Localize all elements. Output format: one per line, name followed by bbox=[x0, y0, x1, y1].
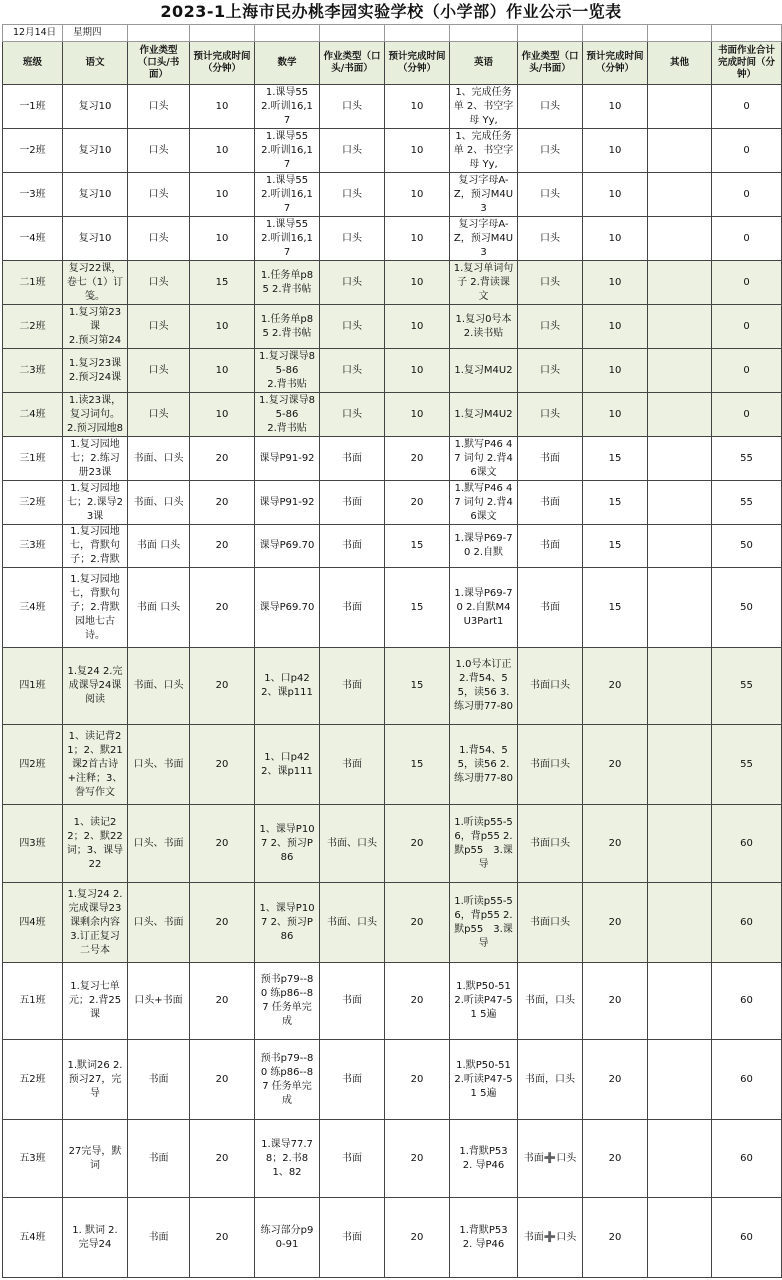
table-row bbox=[3, 217, 782, 261]
math-cell: 1、课导P107 2、预习P86 bbox=[255, 805, 320, 883]
class-cell: 一2班 bbox=[3, 129, 63, 173]
class-cell: 二4班 bbox=[3, 393, 63, 437]
chinese-type-cell: 口头、书面 bbox=[128, 883, 190, 963]
header-other: 其他 bbox=[648, 42, 712, 85]
math-cell: 1.课导55 2.听训16,17 bbox=[255, 173, 320, 217]
chinese-cell: 复习22课，卷七（1）订笺。 bbox=[63, 261, 128, 305]
math-type-cell: 书面 bbox=[320, 437, 385, 481]
math-cell: 预书p79--80 练p86--87 任务单完成 bbox=[255, 963, 320, 1040]
math-cell: 1、口p42 2、课p111 bbox=[255, 725, 320, 805]
english-cell: 1.复习0号本 2.读书贴 bbox=[450, 305, 518, 349]
total-cell: 60 bbox=[712, 1040, 782, 1120]
english-time-cell: 20 bbox=[583, 725, 648, 805]
chinese-type-cell: 书面 bbox=[128, 1040, 190, 1120]
math-time-cell: 20 bbox=[385, 1120, 450, 1198]
total-cell: 0 bbox=[712, 129, 782, 173]
english-cell: 复习字母A-Z，预习M4U3 bbox=[450, 173, 518, 217]
chinese-cell: 复习10 bbox=[63, 173, 128, 217]
math-time-cell: 20 bbox=[385, 883, 450, 963]
english-time-cell: 20 bbox=[583, 1040, 648, 1120]
chinese-type-cell: 口头 bbox=[128, 261, 190, 305]
total-cell: 55 bbox=[712, 437, 782, 481]
other-cell bbox=[648, 725, 712, 805]
math-type-cell: 口头 bbox=[320, 393, 385, 437]
english-cell: 复习字母A-Z，预习M4U3 bbox=[450, 217, 518, 261]
math-cell: 预书p79--80 练p86--87 任务单完成 bbox=[255, 1040, 320, 1120]
total-cell: 0 bbox=[712, 393, 782, 437]
english-cell: 1.默写P46 47 词句 2.背46课文 bbox=[450, 481, 518, 525]
total-cell: 50 bbox=[712, 568, 782, 648]
english-cell: 1.0号本订正 2.背54、55，读56 3.练习册77-80 bbox=[450, 648, 518, 725]
other-cell bbox=[648, 349, 712, 393]
other-cell bbox=[648, 963, 712, 1040]
header-english-type: 作业类型（口头/书面） bbox=[518, 42, 583, 85]
math-time-cell: 20 bbox=[385, 1198, 450, 1278]
english-type-cell: 书面 bbox=[518, 481, 583, 525]
math-type-cell: 书面 bbox=[320, 1040, 385, 1120]
chinese-time-cell: 10 bbox=[190, 393, 255, 437]
other-cell bbox=[648, 568, 712, 648]
total-cell: 0 bbox=[712, 261, 782, 305]
math-type-cell: 书面 bbox=[320, 1198, 385, 1278]
english-type-cell: 口头 bbox=[518, 305, 583, 349]
chinese-time-cell: 10 bbox=[190, 85, 255, 129]
english-cell: 1.默写P46 47 词句 2.背46课文 bbox=[450, 437, 518, 481]
table-row bbox=[3, 393, 782, 437]
english-time-cell: 15 bbox=[583, 568, 648, 648]
class-cell: 一3班 bbox=[3, 173, 63, 217]
other-cell bbox=[648, 129, 712, 173]
chinese-cell: 1.读23课，复习词句。 2.预习园地8 bbox=[63, 393, 128, 437]
other-cell bbox=[648, 1040, 712, 1120]
chinese-cell: 1.复习第23课 2.预习第24 bbox=[63, 305, 128, 349]
table-row bbox=[3, 648, 782, 725]
math-cell: 1.课导55 2.听训16,17 bbox=[255, 217, 320, 261]
math-time-cell: 10 bbox=[385, 261, 450, 305]
math-cell: 课导P69.70 bbox=[255, 568, 320, 648]
english-time-cell: 10 bbox=[583, 305, 648, 349]
total-cell: 60 bbox=[712, 1198, 782, 1278]
chinese-type-cell: 口头 bbox=[128, 217, 190, 261]
chinese-time-cell: 20 bbox=[190, 568, 255, 648]
english-time-cell: 10 bbox=[583, 349, 648, 393]
math-cell: 1.复习课导85-86 2.背书贴 bbox=[255, 349, 320, 393]
class-cell: 五4班 bbox=[3, 1198, 63, 1278]
page-title: 2023-1上海市民办桃李园实验学校（小学部）作业公示一览表 bbox=[160, 2, 622, 21]
english-time-cell: 10 bbox=[583, 393, 648, 437]
english-type-cell: 书面口头 bbox=[518, 648, 583, 725]
total-cell: 0 bbox=[712, 349, 782, 393]
other-cell bbox=[648, 85, 712, 129]
table-row bbox=[3, 1198, 782, 1278]
date-cell: 12月14日 bbox=[3, 25, 63, 42]
chinese-cell: 27完导，默词 bbox=[63, 1120, 128, 1198]
math-type-cell: 口头 bbox=[320, 173, 385, 217]
math-cell: 课导P91-92 bbox=[255, 481, 320, 525]
table-row bbox=[3, 261, 782, 305]
math-type-cell: 书面 bbox=[320, 725, 385, 805]
table-row bbox=[3, 805, 782, 883]
other-cell bbox=[648, 173, 712, 217]
chinese-time-cell: 20 bbox=[190, 1198, 255, 1278]
chinese-type-cell: 书面 口头 bbox=[128, 568, 190, 648]
table-row bbox=[3, 725, 782, 805]
math-time-cell: 10 bbox=[385, 349, 450, 393]
chinese-cell: 1.复习园地七；2.练习册23课 bbox=[63, 437, 128, 481]
chinese-type-cell: 书面、口头 bbox=[128, 481, 190, 525]
chinese-type-cell: 口头 bbox=[128, 349, 190, 393]
english-time-cell: 10 bbox=[583, 85, 648, 129]
math-cell: 1.课导55 2.听训16,17 bbox=[255, 129, 320, 173]
math-type-cell: 口头 bbox=[320, 305, 385, 349]
math-time-cell: 15 bbox=[385, 525, 450, 568]
math-type-cell: 书面 bbox=[320, 648, 385, 725]
chinese-cell: 1.复习七单元；2.背25课 bbox=[63, 963, 128, 1040]
english-cell: 1.背默P53 2. 导P46 bbox=[450, 1198, 518, 1278]
other-cell bbox=[648, 1198, 712, 1278]
class-cell: 四4班 bbox=[3, 883, 63, 963]
math-time-cell: 10 bbox=[385, 393, 450, 437]
english-type-cell: 口头 bbox=[518, 173, 583, 217]
header-english: 英语 bbox=[450, 42, 518, 85]
header-math: 数学 bbox=[255, 42, 320, 85]
english-type-cell: 书面口头 bbox=[518, 805, 583, 883]
english-time-cell: 15 bbox=[583, 481, 648, 525]
total-cell: 55 bbox=[712, 648, 782, 725]
other-cell bbox=[648, 393, 712, 437]
english-cell: 1.听读p55-56，背p55 2.默p55 3.课导 bbox=[450, 805, 518, 883]
table-row bbox=[3, 883, 782, 963]
math-cell: 课导P91-92 bbox=[255, 437, 320, 481]
header-class: 班级 bbox=[3, 42, 63, 85]
math-time-cell: 10 bbox=[385, 85, 450, 129]
chinese-cell: 1.默词26 2.预习27，完导 bbox=[63, 1040, 128, 1120]
total-cell: 0 bbox=[712, 173, 782, 217]
chinese-cell: 1、读记22；2、默22词；3、课导22 bbox=[63, 805, 128, 883]
chinese-time-cell: 20 bbox=[190, 1120, 255, 1198]
english-time-cell: 20 bbox=[583, 648, 648, 725]
math-type-cell: 书面 bbox=[320, 963, 385, 1040]
total-cell: 55 bbox=[712, 725, 782, 805]
other-cell bbox=[648, 217, 712, 261]
other-cell bbox=[648, 261, 712, 305]
other-cell bbox=[648, 1120, 712, 1198]
english-time-cell: 10 bbox=[583, 173, 648, 217]
math-cell: 1.复习课导85-86 2.背书贴 bbox=[255, 393, 320, 437]
math-type-cell: 口头 bbox=[320, 349, 385, 393]
table-row bbox=[3, 525, 782, 568]
english-time-cell: 20 bbox=[583, 883, 648, 963]
chinese-cell: 复习10 bbox=[63, 129, 128, 173]
table-row bbox=[3, 1120, 782, 1198]
class-cell: 五3班 bbox=[3, 1120, 63, 1198]
class-cell: 一4班 bbox=[3, 217, 63, 261]
table-row bbox=[3, 437, 782, 481]
english-type-cell: 口头 bbox=[518, 217, 583, 261]
chinese-type-cell: 口头 bbox=[128, 129, 190, 173]
other-cell bbox=[648, 305, 712, 349]
english-time-cell: 20 bbox=[583, 963, 648, 1040]
table-row bbox=[3, 85, 782, 129]
chinese-type-cell: 口头+书面 bbox=[128, 963, 190, 1040]
class-cell: 四2班 bbox=[3, 725, 63, 805]
math-cell: 练习部分p90-91 bbox=[255, 1198, 320, 1278]
math-time-cell: 15 bbox=[385, 725, 450, 805]
math-cell: 1、课导P107 2、预习P86 bbox=[255, 883, 320, 963]
math-time-cell: 15 bbox=[385, 568, 450, 648]
chinese-time-cell: 20 bbox=[190, 525, 255, 568]
chinese-time-cell: 10 bbox=[190, 349, 255, 393]
math-cell: 1.任务单p85 2.背书帖 bbox=[255, 261, 320, 305]
class-cell: 三4班 bbox=[3, 568, 63, 648]
english-time-cell: 15 bbox=[583, 525, 648, 568]
math-type-cell: 书面、口头 bbox=[320, 805, 385, 883]
english-type-cell: 书面 bbox=[518, 525, 583, 568]
header-chinese-time: 预计完成时间 （分钟） bbox=[190, 42, 255, 85]
math-type-cell: 书面、口头 bbox=[320, 883, 385, 963]
chinese-cell: 1.复习园地七，背默句子；2.背默 bbox=[63, 525, 128, 568]
other-cell bbox=[648, 648, 712, 725]
english-cell: 1.课导P69-70 2.自默 bbox=[450, 525, 518, 568]
english-type-cell: 书面口头 bbox=[518, 725, 583, 805]
total-cell: 60 bbox=[712, 883, 782, 963]
class-cell: 五1班 bbox=[3, 963, 63, 1040]
english-time-cell: 10 bbox=[583, 217, 648, 261]
chinese-time-cell: 10 bbox=[190, 129, 255, 173]
chinese-time-cell: 20 bbox=[190, 648, 255, 725]
total-cell: 0 bbox=[712, 85, 782, 129]
chinese-time-cell: 10 bbox=[190, 173, 255, 217]
math-cell: 1.任务单p85 2.背书帖 bbox=[255, 305, 320, 349]
math-time-cell: 20 bbox=[385, 963, 450, 1040]
math-cell: 1.课导55 2.听训16,17 bbox=[255, 85, 320, 129]
chinese-time-cell: 20 bbox=[190, 725, 255, 805]
other-cell bbox=[648, 525, 712, 568]
english-cell: 1.默P50-51 2.听读P47-51 5遍 bbox=[450, 1040, 518, 1120]
english-cell: 1.复习单词句子 2.背读课文 bbox=[450, 261, 518, 305]
english-type-cell: 口头 bbox=[518, 85, 583, 129]
chinese-type-cell: 口头、书面 bbox=[128, 805, 190, 883]
english-type-cell: 口头 bbox=[518, 261, 583, 305]
total-cell: 0 bbox=[712, 305, 782, 349]
math-type-cell: 书面 bbox=[320, 568, 385, 648]
math-type-cell: 口头 bbox=[320, 85, 385, 129]
chinese-cell: 1.复24 2.完成课导24课阅读 bbox=[63, 648, 128, 725]
chinese-cell: 1. 默词 2. 完导24 bbox=[63, 1198, 128, 1278]
table-row bbox=[3, 481, 782, 525]
english-time-cell: 15 bbox=[583, 437, 648, 481]
english-cell: 1.背54、55，读56 2.练习册77-80 bbox=[450, 725, 518, 805]
header-english-time: 预计完成时间（分钟） bbox=[583, 42, 648, 85]
math-cell: 1、口p42 2、课p111 bbox=[255, 648, 320, 725]
other-cell bbox=[648, 883, 712, 963]
chinese-type-cell: 口头 bbox=[128, 85, 190, 129]
header-row bbox=[3, 42, 782, 85]
math-type-cell: 书面 bbox=[320, 525, 385, 568]
english-type-cell: 口头 bbox=[518, 349, 583, 393]
total-cell: 60 bbox=[712, 963, 782, 1040]
chinese-time-cell: 20 bbox=[190, 805, 255, 883]
english-type-cell: 口头 bbox=[518, 393, 583, 437]
math-time-cell: 15 bbox=[385, 648, 450, 725]
header-chinese-type: 作业类型 （口头/书面） bbox=[128, 42, 190, 85]
math-time-cell: 10 bbox=[385, 217, 450, 261]
english-cell: 1.默P50-51 2.听读P47-51 5遍 bbox=[450, 963, 518, 1040]
math-time-cell: 20 bbox=[385, 805, 450, 883]
chinese-time-cell: 20 bbox=[190, 963, 255, 1040]
chinese-type-cell: 书面 bbox=[128, 1198, 190, 1278]
class-cell: 五2班 bbox=[3, 1040, 63, 1120]
table-row bbox=[3, 349, 782, 393]
chinese-cell: 复习10 bbox=[63, 217, 128, 261]
table-row bbox=[3, 1040, 782, 1120]
math-time-cell: 10 bbox=[385, 305, 450, 349]
english-type-cell: 书面 bbox=[518, 568, 583, 648]
chinese-type-cell: 口头 bbox=[128, 305, 190, 349]
table-row bbox=[3, 173, 782, 217]
class-cell: 三1班 bbox=[3, 437, 63, 481]
class-cell: 四1班 bbox=[3, 648, 63, 725]
english-cell: 1.课导P69-70 2.自默M4U3Part1 bbox=[450, 568, 518, 648]
table-row bbox=[3, 129, 782, 173]
english-type-cell: 书面，口头 bbox=[518, 1040, 583, 1120]
english-time-cell: 20 bbox=[583, 1120, 648, 1198]
table-row bbox=[3, 963, 782, 1040]
homework-table bbox=[2, 24, 782, 1278]
header-math-time: 预计完成时间 （分钟） bbox=[385, 42, 450, 85]
total-cell: 0 bbox=[712, 217, 782, 261]
math-type-cell: 口头 bbox=[320, 129, 385, 173]
math-cell: 课导P69.70 bbox=[255, 525, 320, 568]
class-cell: 二1班 bbox=[3, 261, 63, 305]
english-cell: 1.背默P53 2. 导P46 bbox=[450, 1120, 518, 1198]
english-cell: 1.复习M4U2 bbox=[450, 393, 518, 437]
chinese-cell: 1.复习24 2.完成课导23课剩余内容 3.订正复习二号本 bbox=[63, 883, 128, 963]
chinese-type-cell: 口头 bbox=[128, 173, 190, 217]
math-time-cell: 20 bbox=[385, 481, 450, 525]
english-type-cell: 书面，口头 bbox=[518, 963, 583, 1040]
english-time-cell: 10 bbox=[583, 261, 648, 305]
english-cell: 1、完成任务单 2、书空字母 Yy, bbox=[450, 129, 518, 173]
date-row bbox=[3, 25, 782, 42]
header-math-type: 作业类型（口头/书面） bbox=[320, 42, 385, 85]
chinese-type-cell: 书面、口头 bbox=[128, 437, 190, 481]
class-cell: 三3班 bbox=[3, 525, 63, 568]
math-time-cell: 10 bbox=[385, 129, 450, 173]
chinese-time-cell: 20 bbox=[190, 437, 255, 481]
math-type-cell: 书面 bbox=[320, 481, 385, 525]
english-time-cell: 20 bbox=[583, 805, 648, 883]
english-type-cell: 口头 bbox=[518, 129, 583, 173]
chinese-time-cell: 15 bbox=[190, 261, 255, 305]
chinese-type-cell: 口头 bbox=[128, 393, 190, 437]
chinese-type-cell: 书面 bbox=[128, 1120, 190, 1198]
english-type-cell: 书面➕口头 bbox=[518, 1198, 583, 1278]
chinese-type-cell: 书面 口头 bbox=[128, 525, 190, 568]
chinese-cell: 1.复习园地七；2.课导23课 bbox=[63, 481, 128, 525]
chinese-time-cell: 20 bbox=[190, 883, 255, 963]
total-cell: 55 bbox=[712, 481, 782, 525]
total-cell: 50 bbox=[712, 525, 782, 568]
english-cell: 1、完成任务单 2、书空字母 Yy, bbox=[450, 85, 518, 129]
chinese-cell: 1.复习23课 2.预习24课 bbox=[63, 349, 128, 393]
class-cell: 三2班 bbox=[3, 481, 63, 525]
chinese-time-cell: 20 bbox=[190, 1040, 255, 1120]
english-cell: 1.听读p55-56，背p55 2.默p55 3.课导 bbox=[450, 883, 518, 963]
class-cell: 二2班 bbox=[3, 305, 63, 349]
math-type-cell: 书面 bbox=[320, 1120, 385, 1198]
table-row bbox=[3, 568, 782, 648]
other-cell bbox=[648, 805, 712, 883]
other-cell bbox=[648, 437, 712, 481]
chinese-time-cell: 20 bbox=[190, 481, 255, 525]
other-cell bbox=[648, 481, 712, 525]
english-type-cell: 书面➕口头 bbox=[518, 1120, 583, 1198]
class-cell: 一1班 bbox=[3, 85, 63, 129]
chinese-cell: 1.复习园地七，背默句子；2.背默园地七古诗。 bbox=[63, 568, 128, 648]
english-time-cell: 10 bbox=[583, 129, 648, 173]
english-cell: 1.复习M4U2 bbox=[450, 349, 518, 393]
english-type-cell: 书面 bbox=[518, 437, 583, 481]
english-time-cell: 20 bbox=[583, 1198, 648, 1278]
math-time-cell: 20 bbox=[385, 1040, 450, 1120]
math-cell: 1.课导77.78；2.书81、82 bbox=[255, 1120, 320, 1198]
total-cell: 60 bbox=[712, 1120, 782, 1198]
chinese-cell: 复习10 bbox=[63, 85, 128, 129]
math-type-cell: 口头 bbox=[320, 217, 385, 261]
table-row bbox=[3, 305, 782, 349]
class-cell: 二3班 bbox=[3, 349, 63, 393]
total-cell: 60 bbox=[712, 805, 782, 883]
math-time-cell: 10 bbox=[385, 173, 450, 217]
chinese-time-cell: 10 bbox=[190, 305, 255, 349]
english-type-cell: 书面口头 bbox=[518, 883, 583, 963]
chinese-type-cell: 口头、书面 bbox=[128, 725, 190, 805]
header-chinese: 语文 bbox=[63, 42, 128, 85]
chinese-cell: 1、读记背21；2、默21课2首古诗+注释；3、誊写作文 bbox=[63, 725, 128, 805]
header-total: 书面作业合计完成时间（分钟） bbox=[712, 42, 782, 85]
chinese-time-cell: 10 bbox=[190, 217, 255, 261]
chinese-type-cell: 书面、口头 bbox=[128, 648, 190, 725]
class-cell: 四3班 bbox=[3, 805, 63, 883]
math-time-cell: 20 bbox=[385, 437, 450, 481]
math-type-cell: 口头 bbox=[320, 261, 385, 305]
weekday-cell: 星期四 bbox=[63, 25, 128, 42]
